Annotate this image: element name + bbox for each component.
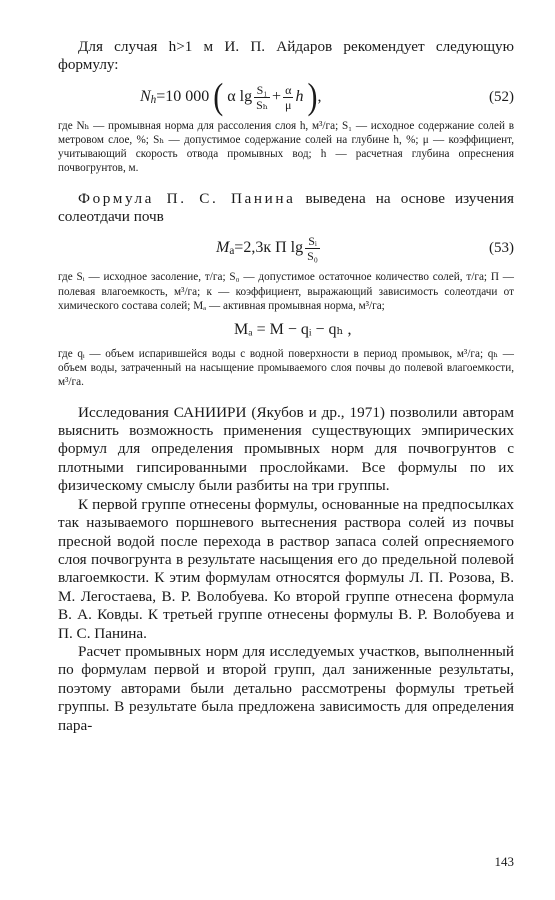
- paragraph-calculation: Расчет промывных норм для исследуемых участков, выполненный по формулам первой и второй групп, дал заниженные результаты, поэтому авторами были детально рассмотрены формулы третьей группы. В результате была предложена зависимость для определения пара-: [58, 642, 514, 734]
- page-number: 143: [494, 854, 514, 869]
- formula-53-fraction: $\frac{\text{Sᵢ}}{\text{S₀}}$: [307, 234, 318, 264]
- legend-52: где Nₕ — промывная норма для рассоления слоя h, м³/га; S₁ — исходное содержание солей в метровом слое, %; Sₕ — допустимое содержание солей на глубине h, %; μ — коэффициент, учитывающий скорость отвода промывных вод; h — расчетная глубина опреснения почвогрунтов, м.: [58, 119, 514, 175]
- paragraph-saniiri: Исследования САНИИРИ (Якубов и др., 1971) позволили авторам выяснить возможность применения существующих эмпирических формул для определения промывных норм для почвогрунтов с плотными гипсированными прослойками. Все формулы по их физическому смыслу были разбиты на три группы.: [58, 403, 514, 495]
- formula-52-lhs: N: [140, 87, 151, 105]
- equation-number-53: (53): [489, 240, 514, 257]
- paragraph-groups: К первой группе отнесены формулы, основанные на предпосылках так называемого поршневого вытеснения раствора солей из почвы пресной водой после перехода в раствор запаса солей опресняемого слоя почвогрунта в результате насыщения его до предельной полевой влагоемкости. К этим формулам относятся формулы Л. П. Розова, В. М. Легостаева, В. Р. Волобуева. Ко второй группе отнесена формула В. А. Ковды. К третьей группе отнесены формулы В. Р. Волобуева и П. С. Панина.: [58, 495, 514, 642]
- panin-heading: Формула П. С. Панина: [78, 189, 296, 207]
- book-page: [58, 38, 514, 878]
- formula-52-fraction-2: $\frac{\alpha}{\mu}$: [285, 82, 292, 112]
- formula-52-fraction-1: $\frac{\text{S₁}}{\text{Sₕ}}$: [256, 82, 268, 112]
- intro-paragraph: Для случая h>1 м И. П. Айдаров рекомендует следующую формулу:: [58, 38, 514, 74]
- formula-ma: Mₐ = M − qᵢ − qₕ ,: [234, 321, 352, 339]
- formula-53: $M_a=2,3к$ П lg $\frac{\text{Sᵢ}}{\text{S₀}}$ (53): [58, 226, 514, 270]
- legend-53: где Sᵢ — исходное засоление, т/га; S₀ — допустимое остаточное количество солей, т/га; П — полевая влагоемкость, м³/га; к — коэффициент, выражающий зависимость солеотдачи от химического состава солей; Mₐ — активная промывная норма, м³/га;: [58, 271, 514, 312]
- formula-52: $N_h=10$ 000 ( α lg $\frac{\text{S₁}}{\text{Sₕ}}$ + $\frac{\alpha}{\mu}$ h ), (52): [140, 75, 514, 118]
- legend-ma: где qᵢ — объем испарившейся воды с водной поверхности в период промывок, м³/га; qₕ — объем воды, затраченный на насыщение промываемого слоя почвы до полевой влагоемкости, м³/га.: [58, 348, 514, 389]
- formula-53-lhs: M: [216, 239, 230, 257]
- equation-number-52: (52): [489, 88, 514, 105]
- panin-paragraph: Формула П. С. Панина выведена на основе изучения солеотдачи почв: [58, 189, 515, 226]
